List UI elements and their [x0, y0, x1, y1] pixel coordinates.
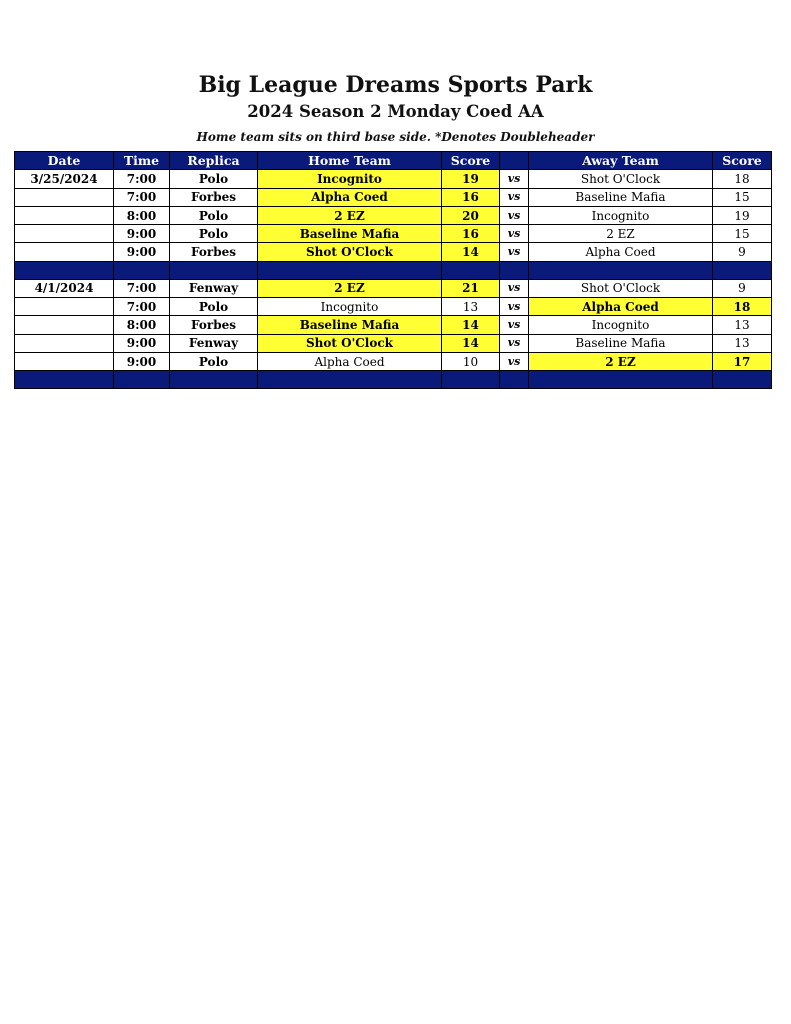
- cell-away-team: Shot O'Clock: [529, 170, 713, 188]
- cell-away-score: 15: [713, 225, 772, 243]
- separator-cell: [114, 371, 170, 389]
- cell-away-score: 9: [713, 279, 772, 297]
- separator-cell: [442, 261, 500, 279]
- cell-field: Polo: [170, 206, 258, 224]
- cell-away-score: 18: [713, 298, 772, 316]
- cell-away-team: Alpha Coed: [529, 243, 713, 261]
- cell-field: Polo: [170, 352, 258, 370]
- cell-away-team: Incognito: [529, 316, 713, 334]
- cell-field: Forbes: [170, 243, 258, 261]
- cell-home-team: 2 EZ: [258, 206, 442, 224]
- cell-home-team: 2 EZ: [258, 279, 442, 297]
- separator-cell: [529, 261, 713, 279]
- cell-home-score: 13: [442, 298, 500, 316]
- cell-vs: vs: [500, 170, 529, 188]
- cell-date: [15, 298, 114, 316]
- separator-cell: [258, 371, 442, 389]
- week-separator-row: [15, 261, 772, 279]
- cell-time: 9:00: [114, 243, 170, 261]
- cell-home-team: Incognito: [258, 298, 442, 316]
- col-header-date: Date: [15, 152, 114, 170]
- cell-away-team: Baseline Mafia: [529, 188, 713, 206]
- cell-away-team: Shot O'Clock: [529, 279, 713, 297]
- col-header-time: Time: [114, 152, 170, 170]
- table-row: [15, 334, 772, 352]
- separator-cell: [529, 371, 713, 389]
- separator-cell: [713, 371, 772, 389]
- cell-field: Forbes: [170, 188, 258, 206]
- cell-home-score: 16: [442, 188, 500, 206]
- cell-vs: vs: [500, 206, 529, 224]
- schedule-note: Home team sits on third base side. *Denotes Doubleheader: [196, 130, 595, 144]
- schedule-table: [14, 151, 772, 389]
- cell-vs: vs: [500, 334, 529, 352]
- cell-away-score: 9: [713, 243, 772, 261]
- col-header-home-team: Home Team: [258, 152, 442, 170]
- table-row: [15, 279, 772, 297]
- table-row: [15, 298, 772, 316]
- cell-date: 4/1/2024: [15, 279, 114, 297]
- table-row: [15, 243, 772, 261]
- cell-home-score: 14: [442, 316, 500, 334]
- cell-field: Polo: [170, 298, 258, 316]
- col-header-home-score: Score: [442, 152, 500, 170]
- cell-home-score: 16: [442, 225, 500, 243]
- cell-field: Polo: [170, 225, 258, 243]
- cell-home-team: Incognito: [258, 170, 442, 188]
- table-row: [15, 316, 772, 334]
- cell-home-score: 20: [442, 206, 500, 224]
- cell-time: 7:00: [114, 279, 170, 297]
- cell-vs: vs: [500, 188, 529, 206]
- cell-vs: vs: [500, 225, 529, 243]
- col-header-replica: Replica: [170, 152, 258, 170]
- cell-field: Polo: [170, 170, 258, 188]
- col-header-away-score: Score: [713, 152, 772, 170]
- cell-away-team: Baseline Mafia: [529, 334, 713, 352]
- table-row: [15, 206, 772, 224]
- separator-cell: [15, 261, 114, 279]
- table-row: [15, 170, 772, 188]
- cell-away-score: 19: [713, 206, 772, 224]
- cell-field: Fenway: [170, 279, 258, 297]
- cell-vs: vs: [500, 352, 529, 370]
- cell-date: [15, 334, 114, 352]
- separator-cell: [713, 261, 772, 279]
- cell-date: [15, 243, 114, 261]
- cell-vs: vs: [500, 279, 529, 297]
- cell-away-score: 15: [713, 188, 772, 206]
- separator-cell: [170, 371, 258, 389]
- cell-time: 7:00: [114, 170, 170, 188]
- cell-date: [15, 316, 114, 334]
- cell-time: 9:00: [114, 334, 170, 352]
- cell-home-team: Shot O'Clock: [258, 243, 442, 261]
- separator-cell: [500, 371, 529, 389]
- col-header-away-team: Away Team: [529, 152, 713, 170]
- separator-cell: [170, 261, 258, 279]
- week-separator-row: [15, 371, 772, 389]
- cell-time: 7:00: [114, 188, 170, 206]
- cell-home-score: 19: [442, 170, 500, 188]
- cell-time: 8:00: [114, 316, 170, 334]
- cell-away-score: 13: [713, 316, 772, 334]
- cell-home-team: Baseline Mafia: [258, 316, 442, 334]
- cell-field: Forbes: [170, 316, 258, 334]
- cell-home-team: Alpha Coed: [258, 188, 442, 206]
- cell-away-team: 2 EZ: [529, 352, 713, 370]
- separator-cell: [114, 261, 170, 279]
- separator-cell: [500, 261, 529, 279]
- cell-away-score: 18: [713, 170, 772, 188]
- page-subtitle: 2024 Season 2 Monday Coed AA: [247, 102, 544, 121]
- cell-time: 9:00: [114, 225, 170, 243]
- cell-date: [15, 225, 114, 243]
- separator-cell: [442, 371, 500, 389]
- cell-date: [15, 206, 114, 224]
- cell-time: 7:00: [114, 298, 170, 316]
- cell-home-score: 14: [442, 334, 500, 352]
- page-title: Big League Dreams Sports Park: [198, 72, 593, 98]
- separator-cell: [15, 371, 114, 389]
- separator-cell: [258, 261, 442, 279]
- cell-home-team: Shot O'Clock: [258, 334, 442, 352]
- table-row: [15, 352, 772, 370]
- cell-time: 9:00: [114, 352, 170, 370]
- cell-field: Fenway: [170, 334, 258, 352]
- cell-away-team: Alpha Coed: [529, 298, 713, 316]
- cell-date: 3/25/2024: [15, 170, 114, 188]
- cell-time: 8:00: [114, 206, 170, 224]
- cell-home-score: 21: [442, 279, 500, 297]
- cell-away-team: 2 EZ: [529, 225, 713, 243]
- cell-home-team: Baseline Mafia: [258, 225, 442, 243]
- cell-away-team: Incognito: [529, 206, 713, 224]
- cell-home-score: 14: [442, 243, 500, 261]
- cell-home-team: Alpha Coed: [258, 352, 442, 370]
- cell-away-score: 13: [713, 334, 772, 352]
- col-header-vs: [500, 152, 529, 170]
- schedule-body: [15, 170, 772, 389]
- cell-vs: vs: [500, 243, 529, 261]
- table-row: [15, 225, 772, 243]
- cell-date: [15, 352, 114, 370]
- cell-date: [15, 188, 114, 206]
- cell-home-score: 10: [442, 352, 500, 370]
- cell-vs: vs: [500, 298, 529, 316]
- table-header-row: [15, 152, 772, 170]
- cell-away-score: 17: [713, 352, 772, 370]
- table-row: [15, 188, 772, 206]
- cell-vs: vs: [500, 316, 529, 334]
